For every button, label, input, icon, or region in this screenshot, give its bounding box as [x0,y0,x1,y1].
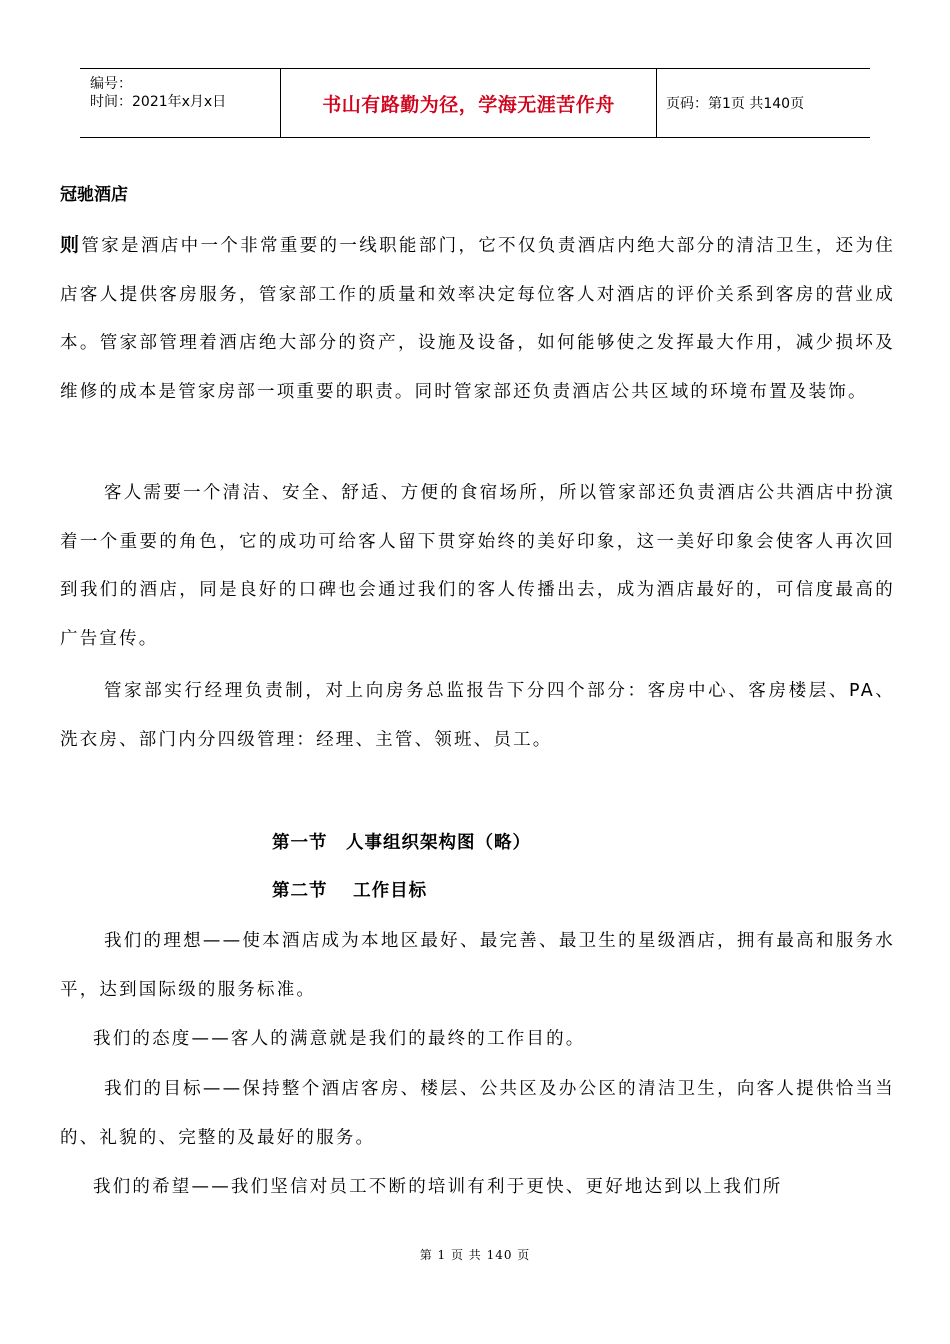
intro-paragraph [60,221,895,416]
document-header [80,68,870,138]
goal-ideal: 我们的理想——使本酒店成为本地区最好、最完善、最卫生的星级酒店，拥有最高和服务水平，达到国际级的服务标准。 [60,931,895,1000]
hotel-name: 冠驰酒店 [60,185,128,205]
intro-text: 管家是酒店中一个非常重要的一线职能部门，它不仅负责酒店内绝大部分的清洁卫生，还为住店客人提供客房服务，管家部工作的质量和效率决定每位客人对酒店的评价关系到客房的营业成本。管家部管理着酒店绝大部分的资产，设施及设备，如何能够使之发挥最大作用，减少损坏及 维修的成本是管家房部一项重要的职责。同时管家部还负责酒店公共区域的环境布置及装饰。 [60,236,896,402]
goal-attitude: 我们的态度——客人的满意就是我们的最终的工作目的。 [93,1029,586,1049]
paragraph-3: 管家部实行经理负责制，对上向房务总监报告下分四个部分：客房中心、客房楼层、PA、洗衣房、部门内分四级管理：经理、主管、领班、员工。 [60,681,895,750]
motto-text: 书山有路勤为径，学海无涯苦作舟 [322,93,615,116]
header-page-cell [656,69,870,137]
section-2-heading: 第二节 工作目标 [272,881,428,901]
paragraph-2: 客人需要一个清洁、安全、舒适、方便的食宿场所，所以管家部还负责酒店公共酒店中扮演着一个重要的角色，它的成功可给客人留下贯穿始终的美好印象，这一美好印象会使客人再次回到我们的酒店，同是良好的口碑也会通过我们的客人传播出去，成为酒店最好的，可信度最高的广告宣传。 [60,483,895,649]
goal-hope: 我们的希望——我们坚信对员工不断的培训有利于更快、更好地达到以上我们所 [93,1177,783,1197]
number-label: 编号： [90,76,132,92]
time-label: 时间：2021年x月x日 [90,94,227,110]
section-1-heading: 第一节 人事组织架构图（略） [272,833,531,853]
header-motto-cell [280,69,657,137]
intro-first-char: 则 [60,234,82,256]
goal-target: 我们的目标——保持整个酒店客房、楼层、公共区及办公区的清洁卫生，向客人提供恰当当的、礼貌的、完整的及最好的服务。 [60,1079,895,1148]
page-code: 页码：第1页 共140页 [666,96,805,112]
page-footer: 第 1 页 共 140 页 [419,1248,531,1262]
header-left-cell [80,69,280,137]
